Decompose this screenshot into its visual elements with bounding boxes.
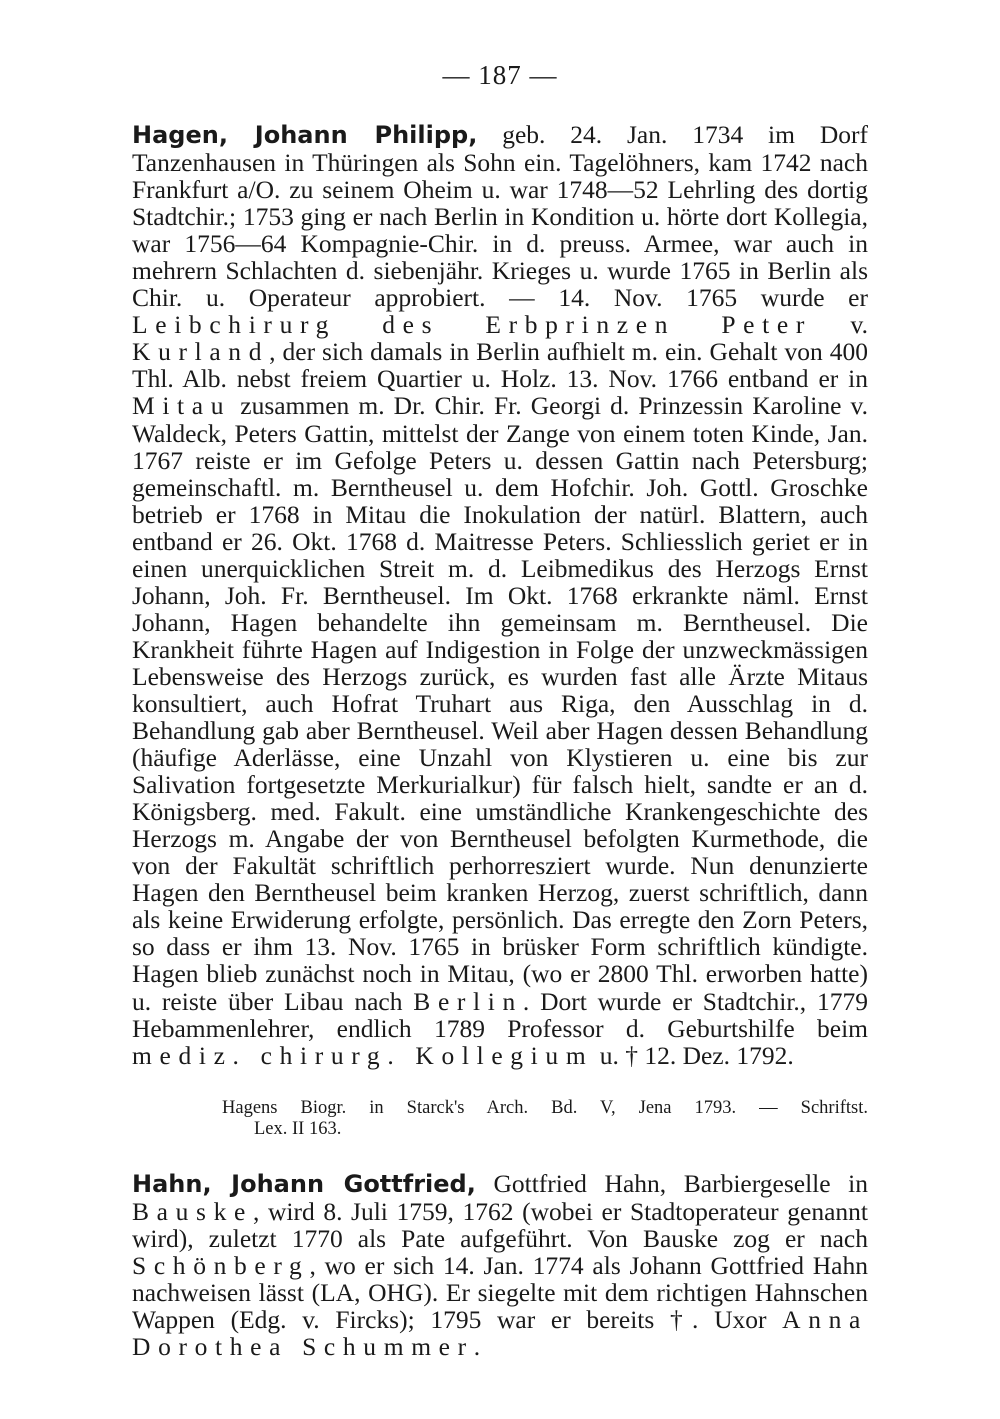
source-reference [222, 1098, 868, 1140]
spaced-text: Kurland [132, 337, 270, 367]
spaced-text: Mitau [132, 391, 232, 421]
source-line: Hagens Biogr. in Starck's Arch. Bd. V, Jena 1793. — Schriftst. [222, 1098, 868, 1118]
entry-text: geb. 24. Jan. 1734 im Dorf Tanzenhausen in Thüringen als Sohn ein. Tagelöhners, kam 1742 nach Frankfurt a/O. zu seinem Oheim u. war 1748—52 Lehrling des dortig Stadtchir.; 1753 ging er nach Berlin in Kondition u. hörte dort Kollegia, war 1756—64 Kompagnie-Chir. in d. preuss. Armee, war auch in mehrern Schlachten d. siebenjähr. Krieges u. wurde 1765 in Berlin als Chir. u. Operateur approbiert. — 14. Nov. 1765 wurde er [132, 120, 868, 313]
spaced-text: Bauske [132, 1197, 253, 1227]
entry-text: . [473, 1332, 481, 1362]
biography-entry-hagen [132, 121, 868, 1069]
entry-headword: Hahn, Johann Gottfried, [132, 1170, 476, 1198]
entry-text: u. † 12. Dez. 1792. [593, 1040, 794, 1070]
entry-text: zusammen m. Dr. Chir. Fr. Georgi d. Prinzessin Karoline v. Waldeck, Peters Gattin, mittelst der Zange von einem toten Kinde, Jan. 1767 reiste er im Gefolge Peters u. dessen Gattin nach Petersburg; gemeinschaftl. m. Berntheusel u. dem Hofchir. Joh. Gottl. Groschke betrieb er 1768 in Mitau die Inokulation der natürl. Blattern, auch entband er 26. Okt. 1768 d. Maitresse Peters. Schliesslich geriet er in einen unerquicklichen Streit m. d. Leibmedikus des Herzogs Ernst Johann, Joh. Fr. Berntheusel. Im Okt. 1768 erkrankte näml. Ernst Johann, Hagen behandelte ihn gemeinsam m. Berntheusel. Die Krankheit führte Hagen auf Indigestion in Folge der unzweckmässigen Lebensweise des Herzogs zurück, es wurden fast alle Ärzte Mitaus konsultiert, auch Hofrat Truhart aus Riga, den Ausschlag in d. Behandlung gab aber Berntheusel. Weil aber Hagen dessen Behandlung (häufige Aderlässe, eine Unzahl von Klystieren u. eine bis zur Salivation fortgesetzte Merkurialkur) für falsch hielt, sandte er an d. Königsberg. med. Fakult. eine umständliche Krankengeschichte des Herzogs m. Angabe der von Berntheusel befolgten Kurmethode, die von der Fakultät schriftlich perhorresziert wurde. Nun denunzierte Hagen den Berntheusel beim kranken Herzog, zuerst schriftlich, dann als keine Erwiderung erfolgte, persönlich. Das erregte den Zorn Peters, so dass er ihm 13. Nov. 1765 in brüsker Form schriftlich kündigte. Hagen blieb zunächst noch in Mitau, (wo er 2800 Thl. erworben hatte) u. reiste über Libau nach [132, 391, 868, 1016]
spaced-text: Berlin [413, 986, 523, 1016]
spaced-text: Anna Dorothea Schummer [132, 1305, 868, 1362]
entry-text: Gottfried Hahn, Barbiergeselle in [475, 1169, 868, 1198]
entry-text: , der sich damals in Berlin aufhielt m. ein. Gehalt von 400 Thl. Alb. nebst freiem Quartier u. Holz. 13. Nov. 1766 entband er in [132, 337, 868, 394]
source-line: Lex. II 163. [254, 1119, 342, 1139]
spaced-text: Leibchirurg des Erbprinzen Peter [132, 310, 812, 340]
spaced-text: Schönberg [132, 1251, 310, 1281]
page-number: — 187 — [442, 60, 558, 90]
entry-text: v. [811, 310, 868, 340]
entry-headword: Hagen, Johann Philipp, [132, 121, 478, 149]
entry-text: , wird 8. Juli 1759, 1762 (wobei er Stadtoperateur genannt wird), zuletzt 1770 als Pate aufgeführt. Von Bauske zog er nach [132, 1197, 868, 1254]
entry-text: . Dort wurde er Stadtchir., 1779 Hebammenlehrer, endlich 1789 Professor d. Geburtshilfe beim [132, 986, 868, 1043]
biography-entry-hahn [132, 1170, 868, 1360]
entry-text: , wo er sich 14. Jan. 1774 als Johann Gottfried Hahn nachweisen lässt (LA, OHG). Er siegelte mit dem richtigen Hahnschen Wappen (Edg. v. Fircks); 1795 war er bereits †. Uxor [132, 1251, 868, 1335]
spaced-text: mediz. chirurg. Kollegium [132, 1040, 594, 1070]
